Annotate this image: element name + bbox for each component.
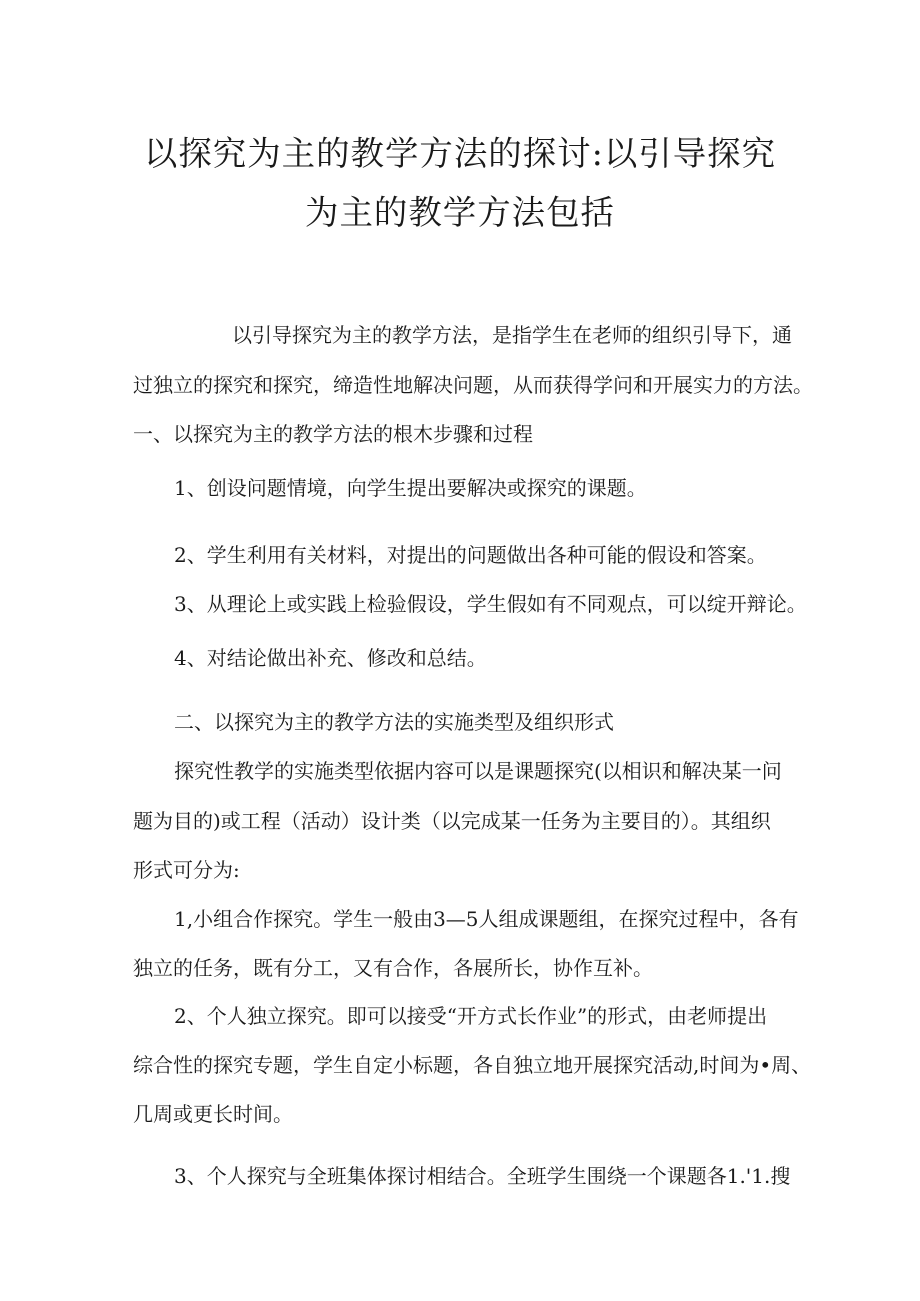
section-heading-2: 二、以探究为主的教学方法的实施类型及组织形式 bbox=[174, 710, 614, 734]
section-heading-1: 一、以探究为主的教学方法的根木步骤和过程 bbox=[133, 422, 533, 446]
types-paragraph-line-2: 题为目的)或工程（活动）设计类（以完成某一任务为主要目的）。其组织 bbox=[133, 809, 771, 833]
types-paragraph-line-1: 探究性教学的实施类型依据内容可以是课题探究(以相识和解决某一问 bbox=[174, 759, 782, 783]
step-item-2: 2、学生利用有关材料，对提出的问题做出各种可能的假设和答案。 bbox=[174, 543, 767, 567]
step-item-3: 3、从理论上或实践上检验假设，学生假如有不同观点，可以绽开辩论。 bbox=[174, 592, 807, 616]
form-item-2-line-3: 几周或更长时间。 bbox=[133, 1102, 293, 1126]
document-title-line-1: 以探究为主的教学方法的探讨:以引导探究 bbox=[143, 134, 777, 173]
intro-paragraph-line-2: 过独立的探究和探究，缔造性地解决问题，从而获得学问和开展实力的方法。 bbox=[133, 373, 813, 397]
step-item-4: 4、对结论做出补充、修改和总结。 bbox=[174, 646, 487, 670]
intro-paragraph-line-1: 以引导探究为主的教学方法，是指学生在老师的组织引导下，通 bbox=[232, 323, 792, 347]
types-paragraph-line-3: 形式可分为: bbox=[133, 858, 240, 882]
document-title-line-2: 为主的教学方法包括 bbox=[305, 193, 615, 232]
form-item-2-line-2: 综合性的探究专题，学生自定小标题，各自独立地开展探究活动,时间为•周、 bbox=[133, 1053, 812, 1077]
form-item-1-line-2: 独立的任务，既有分工，又有合作，各展所长，协作互补。 bbox=[133, 956, 653, 980]
step-item-1: 1、创设问题情境，向学生提出要解决或探究的课题。 bbox=[174, 476, 647, 500]
form-item-2-line-1: 2、个人独立探究。即可以接受“开方式长作业”的形式，由老师提出 bbox=[174, 1004, 768, 1028]
form-item-1-line-1: 1,小组合作探究。学生一般由3—5人组成课题组，在探究过程中，各有 bbox=[174, 907, 799, 931]
form-item-3-line-1: 3、个人探究与全班集体探讨相结合。全班学生围绕一个课题各1.'1.搜 bbox=[174, 1164, 791, 1188]
